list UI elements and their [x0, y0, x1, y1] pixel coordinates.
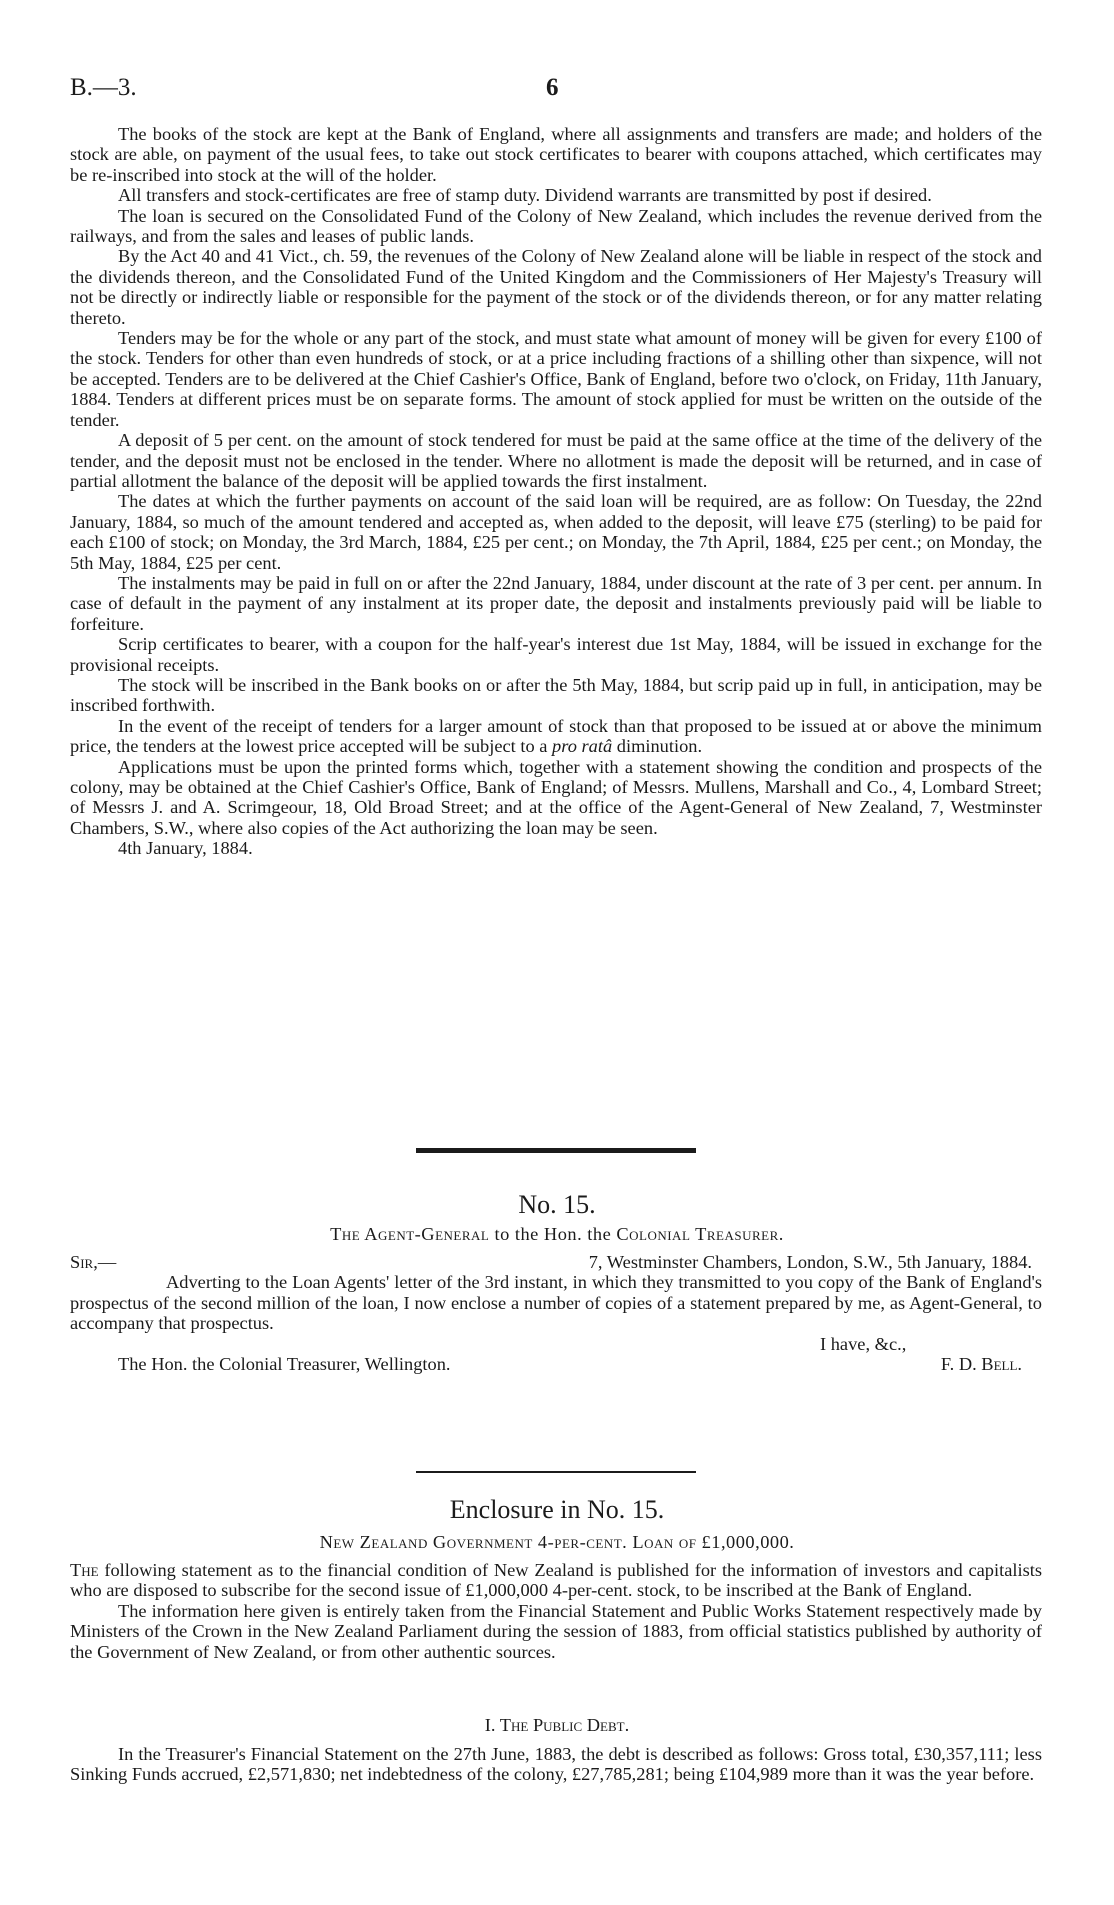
sender: The Agent-General [330, 1224, 490, 1244]
paragraph: All transfers and stock-certificates are free of stamp duty. Dividend warrants are transmitted by post if desired. [118, 185, 932, 206]
paragraph: The books of the stock are kept at the Bank of England, where all assignments and transfers are made; and holders of the stock are able, on payment of the usual fees, to take out stock certificates to bearer with coupons attached, which certificates may be re-inscribed into stock at the will of the holder. [70, 124, 1042, 185]
letter-footer-row [70, 1354, 1042, 1374]
paragraph: The instalments may be paid in full on or after the 22nd January, 1884, under discount at the rate of 3 per cent. per annum. In case of default in the payment of any instalment at its proper date, the deposit and instalments previously paid will be liable to forfeiture. [70, 572, 1042, 634]
paragraph: The dates at which the further payments on account of the said loan will be required, are as follow: On Tuesday, the 22nd January, 1884, so much of the amount tendered and accepted as, when added to the deposit, will leave £75 (sterling) to be paid for each £100 of stock; on Monday, the 3rd March, 1884, £25 per cent.; on Monday, the 7th April, 1884, £25 per cent.; on Monday, the 5th May, 1884, £25 per cent. [70, 491, 1042, 573]
recipient: Colonial Treasurer. [616, 1224, 784, 1244]
section-heading-public-debt: I. The Public Debt. [484, 1715, 630, 1735]
letter-signature: F. D. Bell. [940, 1354, 1022, 1375]
enclosure-source: The information here given is entirely taken from the Financial Statement and Public Works Statement respectively made by Ministers of the Crown in the New Zealand Parliament during the session of 1883, from official statistics published by authority of the Government of New Zealand, or from other authentic sources. [70, 1600, 1042, 1662]
letter-address-date: 7, Westminster Chambers, London, S.W., 5th January, 1884. [588, 1252, 1032, 1272]
enclosure-subtitle: New Zealand Government 4-per-cent. Loan of £1,000,000. [319, 1532, 795, 1552]
document-number-heading: No. 15. [518, 1190, 596, 1219]
pro-rata-italic: pro ratâ [552, 736, 613, 757]
letter-closing: I have, &c., [820, 1333, 907, 1354]
paragraph: A deposit of 5 per cent. on the amount of stock tendered for must be paid at the same office at the time of the delivery of the tender, and the deposit must not be enclosed in the tender. Where no allotment is made the deposit will be returned, and in case of partial allotment the balance of the deposit will be applied towards the first instalment. [70, 430, 1042, 491]
paragraph: The loan is secured on the Consolidated Fund of the Colony of New Zealand, which includes the revenue derived from the railways, and from the sales and leases of public lands. [70, 205, 1042, 247]
enclosure-intro: The following statement as to the financial condition of New Zealand is published for the information of investors and capitalists who are disposed to subscribe for the second issue of £1,000,000 4-per-cent. stock, to be inscribed at the Bank of England. [70, 1560, 1042, 1601]
section-divider-thick [416, 1148, 696, 1153]
section-divider-thin [416, 1471, 696, 1473]
paragraph: Scrip certificates to bearer, with a coupon for the half-year's interest due 1st May, 1884, will be issued in exchange for the provisional receipts. [70, 634, 1042, 675]
pro-rata-paragraph: In the event of the receipt of tenders for a larger amount of stock than that proposed to be issued at or above the minimum price, the tenders at the lowest price accepted will be subject to a pro ratâ diminution. [70, 715, 1042, 757]
letter-body: Adverting to the Loan Agents' letter of the 3rd instant, in which they transmitted to you copy of the Bank of England's prospectus of the second million of the loan, I now enclose a number of copies of a statement prepared by me, as Agent-General, to accompany that prospectus. [70, 1272, 1042, 1334]
prospectus-date: 4th January, 1884. [118, 838, 253, 859]
letter-address-line: The Agent-General to the Hon. the Colonial Treasurer. [330, 1224, 784, 1244]
letter-header-row [70, 1252, 1042, 1272]
debt-paragraph: In the Treasurer's Financial Statement on the 27th June, 1883, the debt is described as follows: Gross total, £30,357,111; less Sinking Funds accrued, £2,571,830; net indebtedness of the colony, £27,785,281; being £104,989 more than it was the year before. [70, 1744, 1042, 1785]
page-number: 6 [546, 74, 559, 101]
paragraph: By the Act 40 and 41 Vict., ch. 59, the revenues of the Colony of New Zealand alone will be liable in respect of the stock and the dividends thereon, and the Consolidated Fund of the United Kingdom and the Commissioners of Her Majesty's Treasury will not be directly or indirectly liable or responsible for the payment of the stock or of the dividends thereon, or for any matter relating thereto. [70, 246, 1042, 328]
prospectus-text [70, 124, 1042, 859]
page-reference: B.—3. [70, 74, 137, 101]
salutation: Sir,— [70, 1252, 117, 1272]
letter [70, 1252, 1042, 1374]
applications-paragraph: Applications must be upon the printed forms which, together with a statement showing the condition and prospects of the colony, may be obtained at the Chief Cashier's Office, Bank of England; of Messrs. Mullens, Marshall and Co., 4, Lombard Street; of Messrs J. and A. Scrimgeour, 18, Old Broad Street; and at the office of the Agent-General of New Zealand, 7, Westminster Chambers, S.W., where also copies of the Act authorizing the loan may be seen. [70, 756, 1042, 838]
letter-addressee: The Hon. the Colonial Treasurer, Wellington. [118, 1354, 451, 1375]
enclosure-title: Enclosure in No. 15. [449, 1495, 665, 1524]
paragraph: Tenders may be for the whole or any part of the stock, and must state what amount of money will be given for every £100 of the stock. Tenders for other than even hundreds of stock, or at a price including fractions of a shilling other than sixpence, will not be accepted. Tenders are to be delivered at the Chief Cashier's Office, Bank of England, before two o'clock, on Friday, 11th January, 1884. Tenders at different prices must be on separate forms. The amount of stock applied for must be written on the outside of the tender. [70, 328, 1042, 430]
enclosure-text [70, 1560, 1042, 1662]
paragraph: The stock will be inscribed in the Bank books on or after the 5th May, 1884, but scrip paid up in full, in anticipation, may be inscribed forthwith. [70, 674, 1042, 716]
public-debt-text [70, 1744, 1042, 1785]
